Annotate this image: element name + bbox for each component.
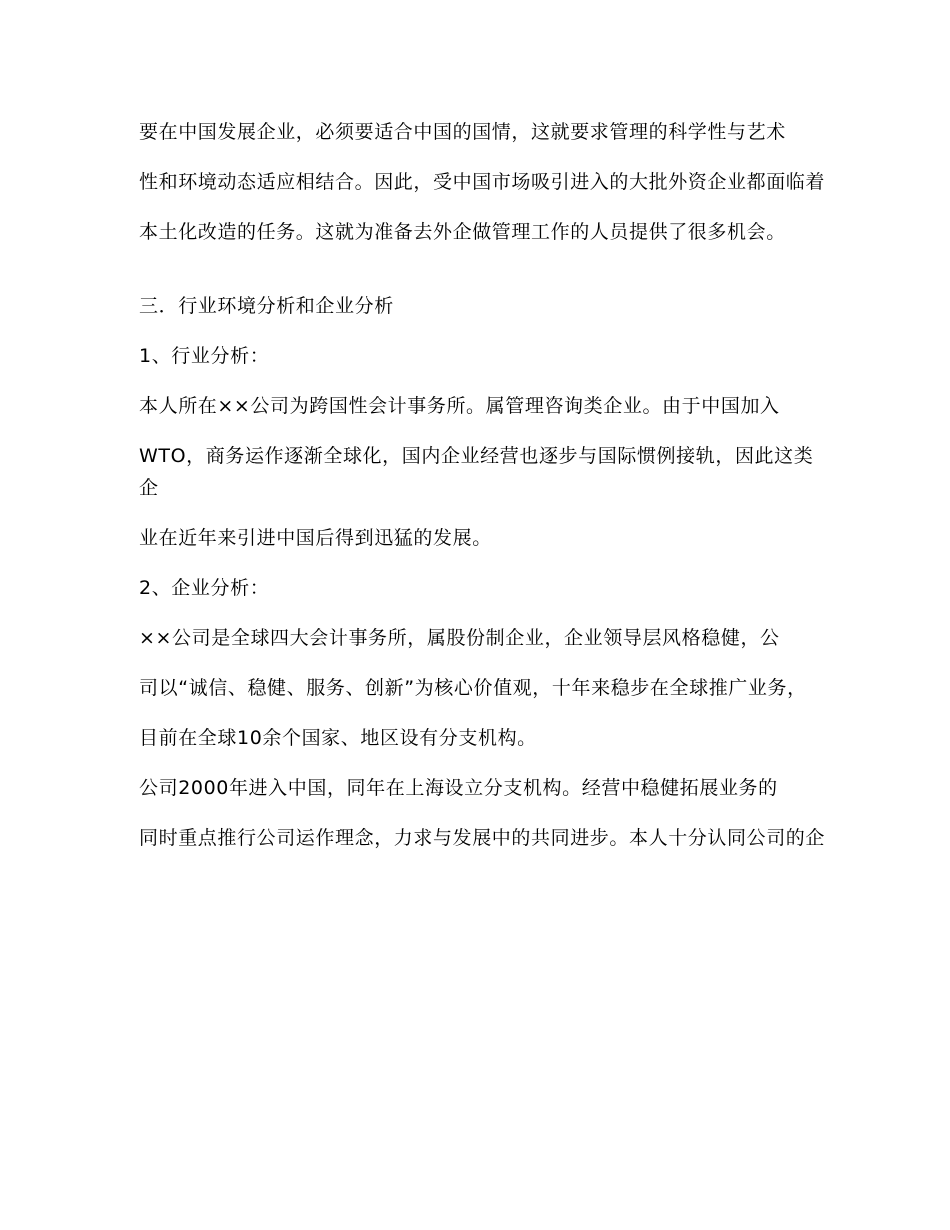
paragraph-company-3: 目前在全球10余个国家、地区设有分支机构。 xyxy=(139,727,537,749)
paragraph-intro-1: 要在中国发展企业，必须要适合中国的国情，这就要求管理的科学性与艺术 xyxy=(139,121,786,143)
paragraph-company-4: 公司2000年进入中国，同年在上海设立分支机构。经营中稳健拓展业务的 xyxy=(139,777,778,799)
paragraph-industry-1: 本人所在××公司为跨国性会计事务所。属管理咨询类企业。由于中国加入 xyxy=(139,395,780,417)
paragraph-company-5: 同时重点推行公司运作理念，力求与发展中的共同进步。本人十分认同公司的企 xyxy=(139,827,826,849)
paragraph-company-1: ××公司是全球四大会计事务所，属股份制企业，企业领导层风格稳健，公 xyxy=(139,627,780,649)
paragraph-intro-3: 本土化改造的任务。这就为准备去外企做管理工作的人员提供了很多机会。 xyxy=(139,221,786,243)
section-heading: 三．行业环境分析和企业分析 xyxy=(139,295,394,317)
paragraph-intro-2: 性和环境动态适应相结合。因此，受中国市场吸引进入的大批外资企业都面临着 xyxy=(139,171,826,193)
paragraph-industry-3: 业在近年来引进中国后得到迅猛的发展。 xyxy=(139,527,492,549)
subheading-company-analysis: 2、企业分析： xyxy=(139,577,270,599)
subheading-industry-analysis: 1、行业分析： xyxy=(139,345,270,367)
paragraph-company-2: 司以“诚信、稳健、服务、创新”为核心价值观，十年来稳步在全球推广业务， xyxy=(139,677,807,699)
paragraph-industry-2: WTO，商务运作逐渐全球化，国内企业经营也逐步与国际惯例接轨，因此这类企 xyxy=(139,445,814,499)
